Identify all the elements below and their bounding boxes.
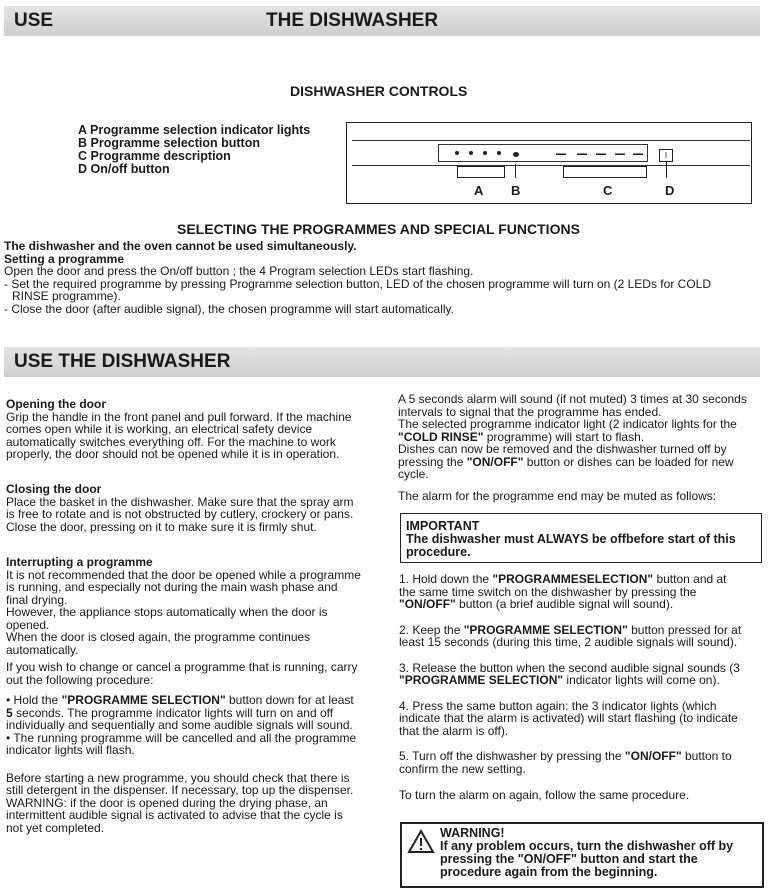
text-line: comes open while it is working, an electrical safety device	[6, 422, 313, 436]
callout-line-b	[515, 164, 516, 178]
warning-title: WARNING!	[440, 826, 505, 840]
section-title: USE THE DISHWASHER	[14, 351, 231, 372]
warning-triangle-icon	[407, 829, 435, 854]
alarm-section	[398, 393, 747, 502]
indicator-light	[497, 151, 501, 155]
step-4-line: indicate that the alarm is activated) will start flashing (to indicate	[399, 711, 738, 725]
text-line: properly, the door should not be opened while it is in operation.	[6, 447, 340, 461]
text-line: A 5 seconds alarm will sound (if not muted) 3 times at 30 seconds	[398, 392, 747, 406]
text-line: The selected programme indicator light (2 indicator lights for the	[398, 417, 737, 431]
controls-legend	[78, 124, 310, 176]
closing-title: Closing the door	[6, 482, 102, 496]
text-line: still detergent in the dispenser. If necessary, top up the dispenser.	[6, 783, 354, 797]
step-1-line: "ON/OFF" button (a brief audible signal will sound).	[399, 597, 674, 611]
section-header-bar	[4, 347, 760, 377]
programme-symbol: ▬▬	[577, 151, 587, 157]
text-line: "COLD RINSE" programme) will start to flash.	[398, 429, 645, 444]
indicator-light	[469, 151, 473, 155]
programme-symbol: ▬▬	[556, 151, 566, 157]
indicator-light	[483, 151, 487, 155]
text-line: is free to rotate and is not obstructed by cutlery, crockery or pans.	[6, 507, 354, 521]
programme-button-icon	[513, 152, 519, 157]
text-line: - Set the required programme by pressing Programme selection button, LED of the chosen programme will turn on (2 LEDs for COLD	[4, 276, 711, 291]
turn-on-line: To turn the alarm on again, follow the same procedure.	[399, 788, 690, 802]
bullet-line: indicator lights will flash.	[6, 743, 135, 757]
step-2: 2. Keep the "PROGRAMME SELECTION" button pressed for at	[399, 622, 742, 637]
callout-bracket-c	[563, 166, 647, 178]
warning-line: procedure again from the beginning.	[440, 865, 658, 879]
setting-subheading: Setting a programme	[4, 251, 125, 266]
text-line: - Close the door (after audible signal), the chosen programme will start automatically.	[4, 301, 454, 316]
text-line: When the door is closed again, the programme continues	[6, 630, 311, 644]
text-line: Grip the handle in the front panel and pull forward. If the machine	[6, 409, 352, 424]
text-line: pressing the "ON/OFF" button or dishes can be loaded for new	[398, 454, 734, 469]
closing-section	[6, 483, 354, 533]
text-line: Close the door, pressing on it to make sure it is firmly shut.	[6, 519, 317, 534]
text-line: RINSE programme).	[12, 289, 121, 303]
programme-symbol: ▬▬	[615, 151, 625, 157]
text-line: cycle.	[398, 467, 429, 481]
step-5: 5. Turn off the dishwasher by pressing the "ON/OFF" button to	[399, 749, 732, 763]
interrupting-title: Interrupting a programme	[6, 555, 153, 569]
opening-section	[6, 398, 352, 461]
legend-item-b: B Programme selection button	[78, 136, 260, 150]
callout-c: C	[603, 183, 613, 198]
warning-line: pressing the "ON/OFF" button and start the	[440, 852, 698, 866]
text-line: If you wish to change or cancel a programme that is running, carry	[6, 660, 358, 674]
step-4-line: that the alarm is off).	[399, 723, 509, 738]
text-line: not yet completed.	[6, 820, 105, 835]
important-line: The dishwasher must ALWAYS be offbefore start of this	[406, 532, 736, 546]
step-5-line: confirm the new setting.	[399, 761, 526, 776]
legend-item-a: A Programme selection indicator lights	[78, 123, 311, 137]
text-line: It is not recommended that the door be opened while a programme	[6, 567, 361, 582]
page-title: THE DISHWASHER	[266, 10, 439, 31]
step-2-line: least 15 seconds (during this time, 2 audible signals will sound).	[399, 635, 738, 649]
opening-title: Opening the door	[6, 397, 106, 411]
legend-item-d: D On/off button	[78, 162, 170, 176]
bullet-line: • The running programme will be cancelled and all the programme	[6, 730, 357, 745]
selecting-text	[4, 240, 711, 315]
selecting-heading: SELECTING THE PROGRAMMES AND SPECIAL FUNCTIONS	[177, 221, 580, 237]
text-line: automatically switches everything off. For the machine to work	[6, 434, 336, 449]
callout-a: A	[474, 183, 484, 198]
callout-line-d	[666, 162, 667, 178]
section-header-bar	[4, 6, 760, 36]
warning-line: If any problem occurs, turn the dishwasher off by	[440, 839, 734, 853]
text-line: automatically.	[6, 642, 79, 657]
important-title: IMPORTANT	[406, 519, 480, 533]
text-line: intermittent audible signal is activated to advise that the cycle is	[6, 808, 343, 822]
text-line: final drying.	[6, 592, 68, 607]
text-line: opened.	[6, 617, 50, 632]
text-line: intervals to signal that the programme has ended.	[398, 404, 662, 419]
text-line: Open the door and press the On/off button ; the 4 Program selection LEDs start flashing.	[4, 264, 474, 278]
text-line: is running, and especially not during the main wash phase and	[6, 580, 338, 594]
text-line: out the following procedure:	[6, 672, 154, 687]
important-text	[406, 520, 736, 559]
callout-d: D	[665, 183, 675, 198]
step-4: 4. Press the same button again: the 3 indicator lights (which	[399, 698, 717, 713]
controls-heading: DISHWASHER CONTROLS	[290, 83, 468, 99]
text-line: Place the basket in the dishwasher. Make sure that the spray arm	[6, 494, 354, 509]
step-1-line: the same time switch on the dishwasher by pressing the	[399, 584, 697, 599]
steps-section	[399, 573, 741, 802]
text-line: The alarm for the programme end may be muted as follows:	[398, 488, 717, 503]
text-line: However, the appliance stops automatically when the door is	[6, 605, 328, 619]
text-line: Before starting a new programme, you should check that there is	[6, 770, 350, 785]
programme-symbol: ▬▬	[633, 151, 643, 157]
callout-bracket-a	[457, 166, 505, 178]
legend-item-c: C Programme description	[78, 149, 231, 163]
important-line: procedure.	[406, 545, 471, 559]
interrupting-section	[6, 556, 361, 834]
warning-text	[440, 827, 733, 879]
step-3: 3. Release the button when the second audible signal sounds (3	[399, 660, 740, 675]
text-line: WARNING: if the door is opened during the drying phase, an	[6, 795, 328, 810]
section-label: USE	[14, 10, 54, 31]
bullet-line: 5 seconds. The programme indicator lights will turn on and off	[6, 705, 334, 720]
bullet-line: • Hold the "PROGRAMME SELECTION" button down for at least	[6, 693, 354, 707]
programme-symbol: ▬▬	[596, 151, 606, 157]
step-1: 1. Hold down the "PROGRAMMESELECTION" button and at	[399, 572, 727, 586]
text-line: Dishes can now be removed and the dishwasher turned off by	[398, 442, 727, 456]
indicator-light	[455, 151, 459, 155]
callout-b: B	[511, 183, 521, 198]
onoff-button-icon: I	[659, 149, 673, 162]
simultaneous-warning: The dishwasher and the oven cannot be used simultaneously.	[4, 239, 357, 253]
step-3-line: "PROGRAMME SELECTION" indicator lights will come on).	[399, 673, 720, 687]
bullet-line: individually and sequentially and some audible signals will sound.	[6, 718, 353, 732]
